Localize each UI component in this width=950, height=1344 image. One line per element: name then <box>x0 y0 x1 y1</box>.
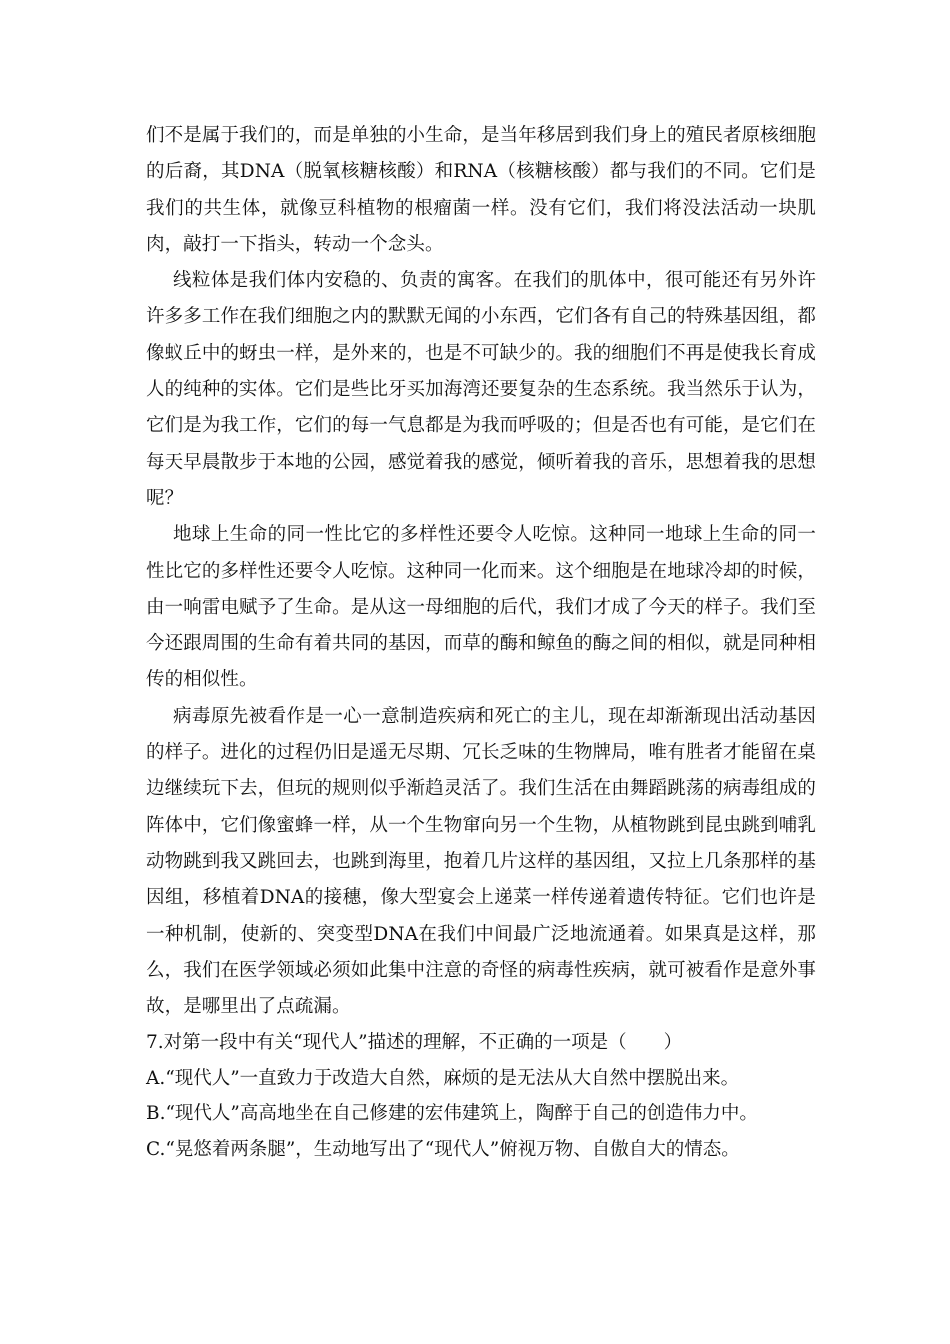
passage-paragraph-4: 病毒原先被看作是一心一意制造疾病和死亡的主儿，现在却渐渐现出活动基因的样子。进化的过程仍旧是遥无尽期、冗长乏味的生物牌局，唯有胜者才能留在桌边继续玩下去，但玩的规则似乎渐趋灵活了。我们生活在由舞蹈跳荡的病毒组成的阵体中，它们像蜜蜂一样，从一个生物窜向另一个生物，从植物跳到昆虫跳到哺乳动物跳到我又跳回去，也跳到海里，抱着几片这样的基因组，又拉上几条那样的基因组，移植着DNA的接穗，像大型宴会上递菜一样传递着遗传特征。它们也许是一种机制，使新的、突变型DNA在我们中间最广泛地流通着。如果真是这样，那么，我们在医学领域必须如此集中注意的奇怪的病毒性疾病，就可被看作是意外事故，是哪里出了点疏漏。 <box>146 705 816 1018</box>
option-c: C.“晃悠着两条腿”，生动地写出了“现代人”俯视万物、自傲自大的情态。 <box>146 1138 740 1160</box>
passage-paragraph-1: 们不是属于我们的，而是单独的小生命，是当年移居到我们身上的殖民者原核细胞的后裔，其DNA（脱氧核糖核酸）和RNA（核糖核酸）都与我们的不同。它们是我们的共生体，就像豆科植物的根瘤菌一样。没有它们，我们将没法活动一块肌肉，敲打一下指头，转动一个念头。 <box>146 125 816 255</box>
document-content <box>146 118 816 1167</box>
option-b: B.“现代人”高高地坐在自己修建的宏伟建筑上，陶醉于自己的创造伟力中。 <box>146 1103 758 1125</box>
passage-paragraph-3: 地球上生命的同一性比它的多样性还要令人吃惊。这种同一地球上生命的同一性比它的多样性还要令人吃惊。这种同一化而来。这个细胞是在地球冷却的时候，由一响雷电赋予了生命。是从这一母细胞的后代，我们才成了今天的样子。我们至今还跟周围的生命有着共同的基因，而草的酶和鲸鱼的酶之间的相似，就是同种相传的相似性。 <box>146 524 816 691</box>
option-a: A.“现代人”一直致力于改造大自然，麻烦的是无法从大自然中摆脱出来。 <box>146 1067 740 1089</box>
question-stem: 7.对第一段中有关“现代人”描述的理解，不正确的一项是（ ） <box>146 1032 683 1054</box>
passage-paragraph-2: 线粒体是我们体内安稳的、负责的寓客。在我们的肌体中，很可能还有另外许许多多工作在我们细胞之内的默默无闻的小东西，它们各有自己的特殊基因组，都像蚁丘中的蚜虫一样，是外来的，也是不可缺少的。我的细胞们不再是使我长育成人的纯种的实体。它们是些比牙买加海湾还要复杂的生态系统。我当然乐于认为，它们是为我工作，它们的每一气息都是为我而呼吸的；但是否也有可能，是它们在每天早晨散步于本地的公园，感觉着我的感觉，倾听着我的音乐，思想着我的思想呢？ <box>146 270 816 509</box>
